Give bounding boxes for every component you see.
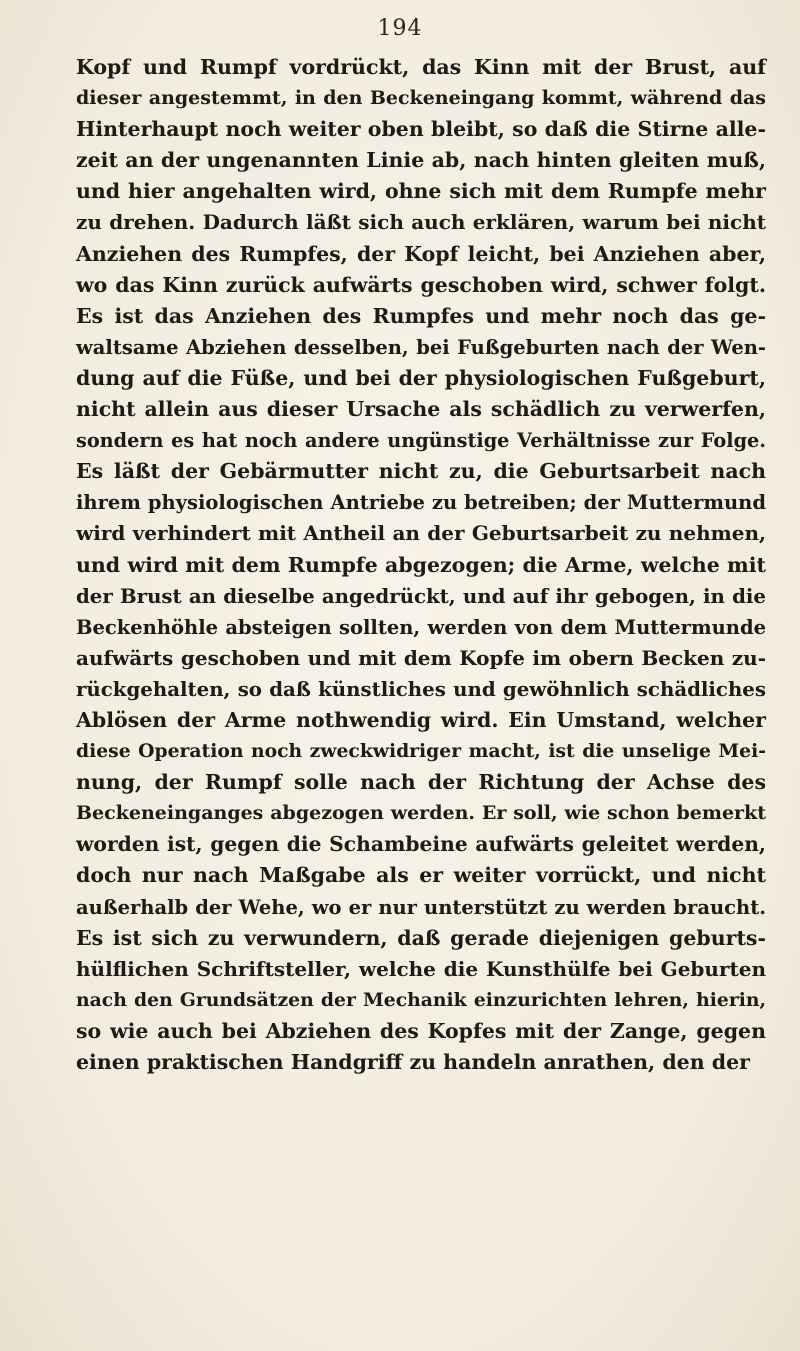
text-line: Beckeneinganges abgezogen werden. Er soll, wie schon bemerkt	[76, 802, 766, 825]
text-line: nach den Grundsätzen der Mechanik einzurichten lehren, hierin,	[76, 988, 766, 1011]
text-line: diese Operation noch zweckwidriger macht, ist die unselige Mei-	[76, 740, 766, 763]
text-line: doch nur nach Maßgabe als er weiter vorrückt, und nicht	[76, 863, 766, 888]
text-line: hülflichen Schriftsteller, welche die Kunsthülfe bei Geburten	[76, 956, 766, 981]
text-line: und hier angehalten wird, ohne sich mit dem Rumpfe mehr	[76, 179, 766, 204]
text-line: so wie auch bei Abziehen des Kopfes mit der Zange, gegen	[76, 1018, 766, 1043]
text-line: waltsame Abziehen desselben, bei Fußgeburten nach der Wen-	[76, 335, 766, 359]
text-line: dung auf die Füße, und bei der physiologischen Fußgeburt,	[76, 365, 766, 390]
text-line: Beckenhöhle absteigen sollten, werden von dem Muttermunde	[76, 615, 766, 639]
text-line: nicht allein aus dieser Ursache als schädlich zu verwerfen,	[76, 397, 766, 422]
text-line: dieser angestemmt, in den Beckeneingang kommt, während das	[76, 87, 766, 110]
text-line: wird verhindert mit Antheil an der Geburtsarbeit zu nehmen,	[76, 521, 766, 546]
text-line: aufwärts geschoben und mit dem Kopfe im obern Becken zu-	[76, 645, 766, 670]
text-line: zu drehen. Dadurch läßt sich auch erklären, warum bei nicht	[76, 210, 766, 235]
text-line: worden ist, gegen die Schambeine aufwärts geleitet werden,	[76, 832, 766, 857]
text-line: sondern es hat noch andere ungünstige Verhältnisse zur Folge.	[76, 429, 766, 453]
text-line: rückgehalten, so daß künstliches und gewöhnlich schädliches	[76, 676, 766, 701]
text-line: Kopf und Rumpf vordrückt, das Kinn mit der Brust, auf	[76, 55, 766, 79]
text-line: Ablösen der Arme nothwendig wird. Ein Umstand, welcher	[76, 707, 766, 732]
text-line: nung, der Rumpf solle nach der Richtung der Achse des	[76, 770, 766, 795]
text-line: der Brust an dieselbe angedrückt, und auf ihr gebogen, in die	[76, 583, 766, 608]
page-number: 194	[377, 16, 423, 41]
text-line: wo das Kinn zurück aufwärts geschoben wird, schwer folgt.	[76, 272, 766, 297]
text-line: außerhalb der Wehe, wo er nur unterstützt zu werden braucht.	[76, 895, 766, 919]
body-text	[76, 52, 766, 1078]
text-line: Anziehen des Rumpfes, der Kopf leicht, bei Anziehen aber,	[76, 241, 766, 266]
text-line: Es läßt der Gebärmutter nicht zu, die Geburtsarbeit nach	[76, 459, 766, 484]
text-line: einen praktischen Handgriff zu handeln anrathen, den der	[76, 1050, 750, 1074]
text-line: und wird mit dem Rumpfe abgezogen; die Arme, welche mit	[76, 552, 766, 577]
text-line: Es ist das Anziehen des Rumpfes und mehr noch das ge-	[76, 303, 766, 328]
text-line: ihrem physiologischen Antriebe zu betreiben; der Muttermund	[76, 491, 766, 515]
text-line: Es ist sich zu verwundern, daß gerade diejenigen geburts-	[76, 925, 766, 950]
text-line: Hinterhaupt noch weiter oben bleibt, so daß die Stirne alle-	[76, 117, 766, 142]
text-line: zeit an der ungenannten Linie ab, nach hinten gleiten muß,	[76, 148, 766, 173]
